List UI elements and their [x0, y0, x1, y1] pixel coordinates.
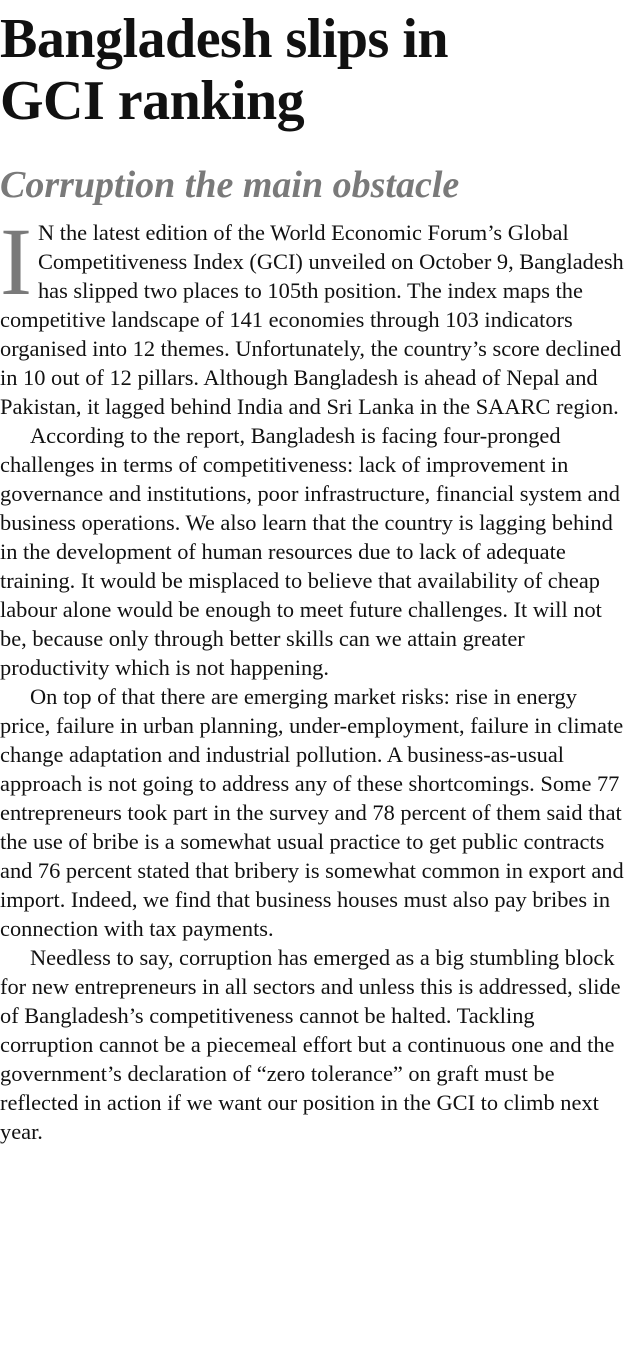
- paragraph-3: On top of that there are emerging market risks: rise in energy price, failure in urban planning, under-employment, failure in climate change adaptation and industrial pollution. A business-as-usual approach is not going to address any of these shortcomings. Some 77 entrepreneurs took part in the survey and 78 percent of them said that the use of bribe is a somewhat usual practice to get public contracts and 76 percent stated that bribery is somewhat common in export and import. Indeed, we find that business houses must also pay bribes in connection with tax payments.: [0, 684, 624, 941]
- article-body: [0, 208, 629, 1146]
- drop-cap: I: [0, 208, 32, 315]
- paragraph-2: According to the report, Bangladesh is facing four-pronged challenges in terms of competitiveness: lack of improvement in governance and institutions, poor infrastructure, financial system and business operations. We also learn that the country is lagging behind in the development of human resources due to lack of adequate training. It would be misplaced to believe that availability of cheap labour alone would be enough to meet future challenges. It will not be, because only through better skills can we attain greater productivity which is not happening.: [0, 423, 620, 680]
- headline: [0, 8, 629, 132]
- headline-line-1: Bangladesh slips in: [0, 8, 449, 70]
- headline-line-2: GCI ranking: [0, 70, 305, 132]
- paragraph-1: [0, 208, 629, 421]
- subheadline: Corruption the main obstacle: [0, 164, 460, 206]
- paragraph-1-text: N the latest edition of the World Economic Forum’s Global Competitiveness Index (GCI) unveiled on October 9, Bangladesh has slipped two places to 105th position. The index maps the competitive landscape of 141 economies through 103 indicators organised into 12 themes. Unfortunately, the country’s score declined in 10 out of 12 pillars. Although Bangladesh is ahead of Nepal and Pakistan, it lagged behind India and Sri Lanka in the SAARC region.: [0, 220, 624, 419]
- paragraph-4: Needless to say, corruption has emerged as a big stumbling block for new entrepreneurs in all sectors and unless this is addressed, slide of Bangladesh’s competitiveness cannot be halted. Tackling corruption cannot be a piecemeal effort but a continuous one and the government’s declaration of “zero tolerance” on graft must be reflected in action if we want our position in the GCI to climb next year.: [0, 945, 621, 1144]
